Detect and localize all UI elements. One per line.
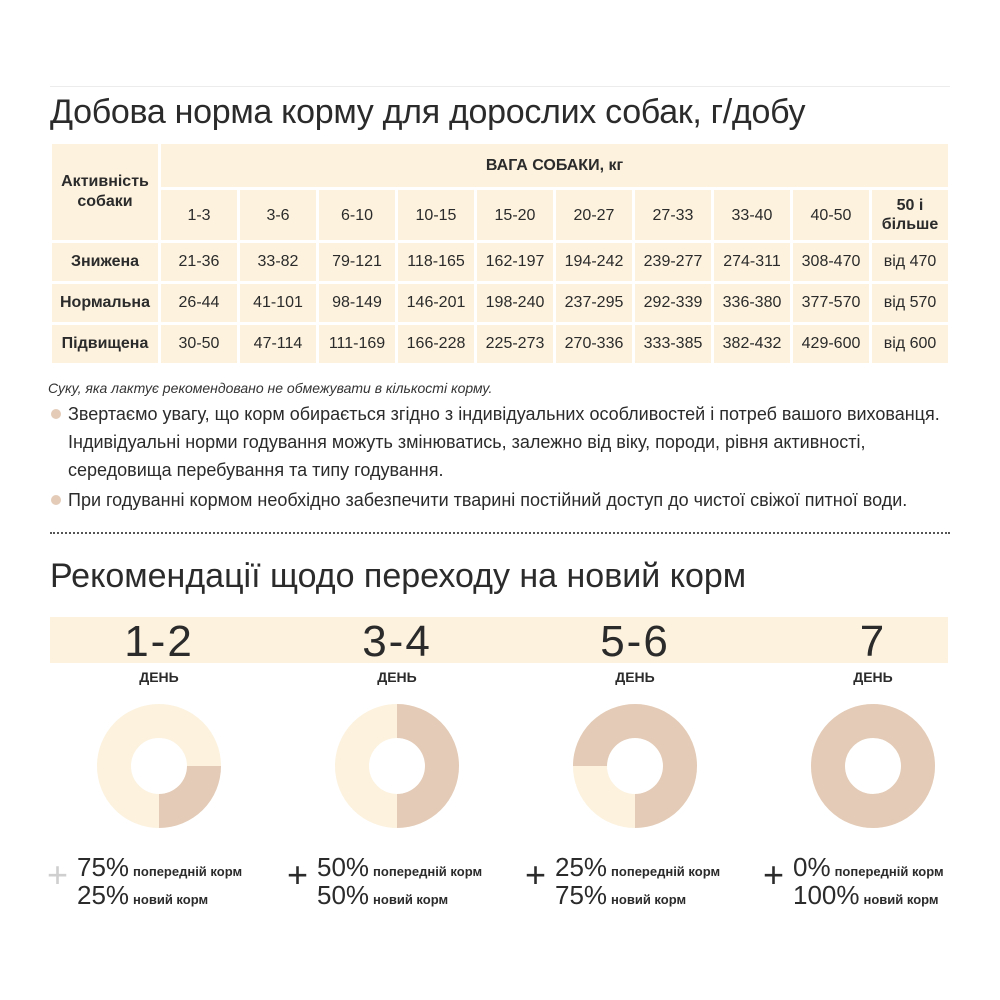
previous-food-label: попередній корм [834,864,944,879]
weight-range-header: 15-20 [477,190,553,240]
table-cell: 111-169 [319,325,395,363]
table-row [52,284,948,322]
table-cell: 41-101 [240,284,316,322]
previous-food-pct: 25% [555,852,608,882]
stage-legend [287,853,527,913]
stage-days: 5-6 [600,617,670,666]
weight-range-header: 1-3 [161,190,237,240]
stage-legend [525,853,765,913]
lactation-note: Суку, яка лактує рекомендовано не обмежувати в кількості корму. [48,380,493,396]
bullet-text: Звертаємо увагу, що корм обирається згідно з індивідуальних особливостей і потреб вашого вихованця. Індивідуальні норми годування можуть змінюватись, залежно від віку, породи, рівня активності, середовища перебування та типу годування. [68,404,940,480]
weight-range-header: 20-27 [556,190,632,240]
stage-day-label: ДЕНЬ [377,669,417,685]
new-food-segment [159,766,221,828]
bullet-text: При годуванні кормом необхідно забезпечити тварині постійний доступ до чистої свіжої питної води. [68,490,908,510]
transition-stage [47,617,269,910]
stage-day-label: ДЕНЬ [139,669,179,685]
previous-food-label: попередній корм [133,864,243,879]
plus-icon: + [47,854,69,895]
activity-level-label: Нормальна [52,284,158,322]
table-cell: 21-36 [161,243,237,281]
stage-legend [47,853,287,913]
donut-chart [334,703,460,829]
new-food-line [555,881,686,909]
weight-range-header: 3-6 [240,190,316,240]
weight-range-header: 50 і більше [872,190,948,240]
new-food-label: новий корм [611,892,687,907]
table-cell: 118-165 [398,243,474,281]
new-food-line [317,881,448,909]
previous-food-pct: 0% [793,852,831,882]
transition-title: Рекомендації щодо переходу на новий корм [50,557,747,595]
previous-food-label: попередній корм [373,864,483,879]
transition-stages [47,617,950,917]
table-cell: 166-228 [398,325,474,363]
stage-day-label: ДЕНЬ [853,669,893,685]
table-cell: 146-201 [398,284,474,322]
table-cell: 79-121 [319,243,395,281]
table-cell: 225-273 [477,325,553,363]
bullet-dot-icon [51,495,61,505]
new-food-label: новий корм [863,892,939,907]
bullet-dot-icon [51,409,61,419]
donut-chart [96,703,222,829]
previous-food-line [793,853,944,881]
stage-days: 1-2 [124,617,194,666]
activity-level-label: Підвищена [52,325,158,363]
table-cell: 198-240 [477,284,553,322]
table-cell: 26-44 [161,284,237,322]
plus-icon: + [763,854,785,895]
table-cell: 333-385 [635,325,711,363]
transition-stage [763,617,983,910]
weight-header: ВАГА СОБАКИ, кг [161,144,948,187]
weight-range-header: 6-10 [319,190,395,240]
dotted-divider [50,532,950,534]
stage-day-label: ДЕНЬ [615,669,655,685]
table-cell: 270-336 [556,325,632,363]
new-food-segment [828,721,918,811]
weight-range-header: 40-50 [793,190,869,240]
activity-header: Активність собаки [52,144,158,240]
table-cell: 162-197 [477,243,553,281]
new-food-pct: 100% [793,880,860,910]
feeding-table [49,141,951,366]
new-food-pct: 25% [77,880,130,910]
weight-range-header: 10-15 [398,190,474,240]
table-cell: 47-114 [240,325,316,363]
new-food-pct: 50% [317,880,370,910]
table-cell: 194-242 [556,243,632,281]
feeding-guide [50,86,950,598]
table-cell: 429-600 [793,325,869,363]
transition-stage [287,617,507,910]
new-food-label: новий корм [373,892,449,907]
table-cell: 336-380 [714,284,790,322]
previous-food-line [555,853,720,881]
table-cell: від 600 [872,325,948,363]
previous-food-line [317,853,482,881]
donut-chart [810,703,936,829]
table-cell: 382-432 [714,325,790,363]
table-row [52,243,948,281]
table-cell: 98-149 [319,284,395,322]
new-food-line [793,881,939,909]
new-food-label: новий корм [133,892,209,907]
plus-icon: + [525,854,547,895]
table-cell: 308-470 [793,243,869,281]
previous-food-label: попередній корм [611,864,721,879]
previous-food-pct: 50% [317,852,370,882]
page-title: Добова норма корму для дорослих собак, г/добу [50,86,950,135]
table-cell: 33-82 [240,243,316,281]
bullet-item [50,400,950,484]
table-cell: від 570 [872,284,948,322]
new-food-line [77,881,208,909]
table-cell: 274-311 [714,243,790,281]
stage-days: 7 [859,617,887,666]
previous-food-line [77,853,242,881]
plus-icon: + [287,854,309,895]
stage-days: 3-4 [362,617,432,666]
table-cell: 237-295 [556,284,632,322]
previous-food-pct: 75% [77,852,130,882]
activity-level-label: Знижена [52,243,158,281]
stage-legend [763,853,1000,913]
new-food-pct: 75% [555,880,608,910]
new-food-segment [397,704,459,828]
table-cell: 292-339 [635,284,711,322]
table-cell: від 470 [872,243,948,281]
donut-chart [572,703,698,829]
weight-range-header: 33-40 [714,190,790,240]
table-row [52,325,948,363]
bullet-item [50,486,950,514]
transition-stage [525,617,745,910]
table-cell: 30-50 [161,325,237,363]
table-cell: 377-570 [793,284,869,322]
table-cell: 239-277 [635,243,711,281]
weight-range-header: 27-33 [635,190,711,240]
